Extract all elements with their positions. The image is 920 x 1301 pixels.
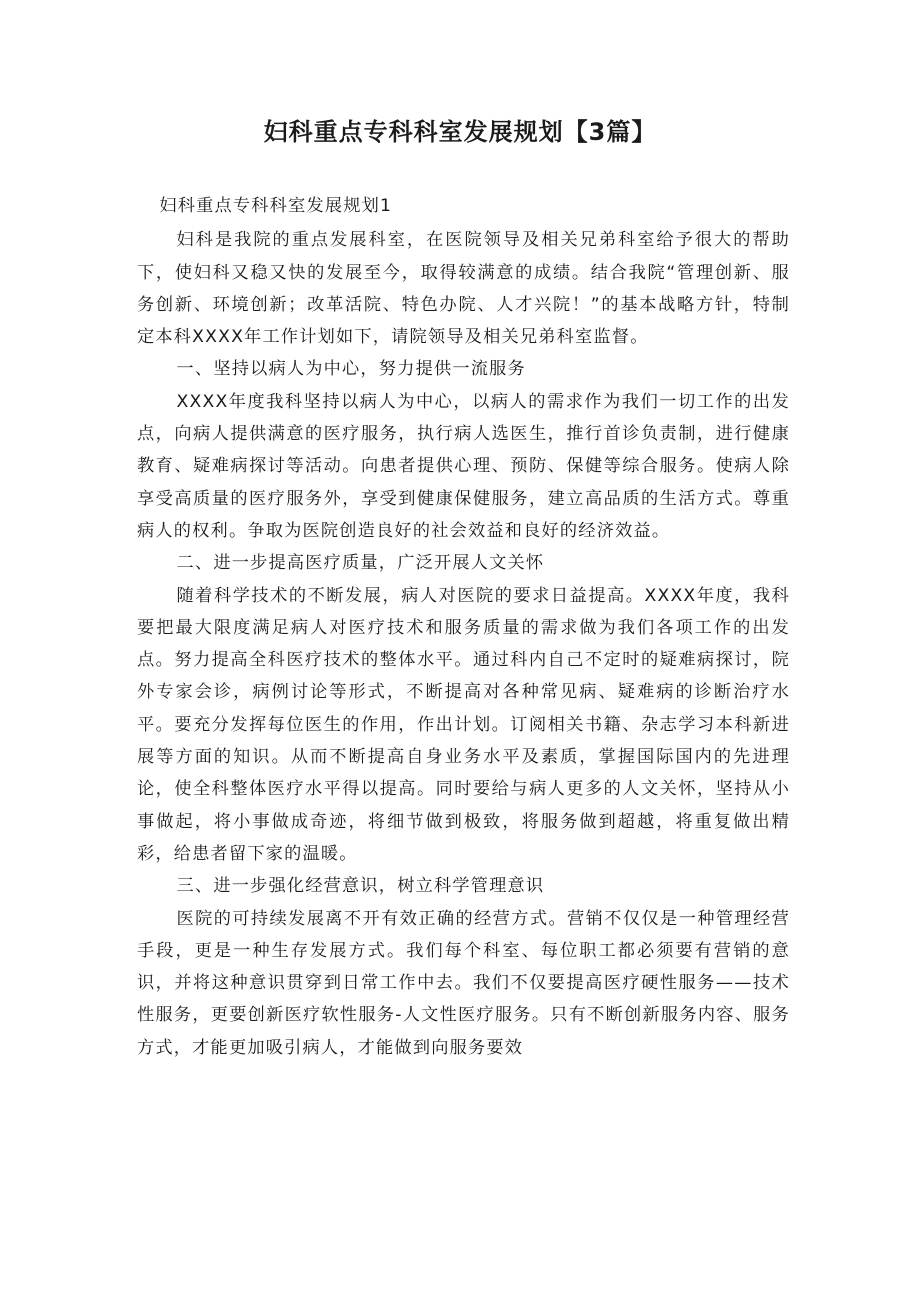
intro-paragraph: 妇科是我院的重点发展科室，在医院领导及相关兄弟科室给予很大的帮助下，使妇科又稳又快的发展至今，取得较满意的成绩。结合我院“管理创新、服务创新、环境创新；改革活院、特色办院、人才兴院！”的基本战略方针，特制定本科XXXX年工作计划如下，请院领导及相关兄弟科室监督。 [137,230,790,348]
document-body [137,190,790,1064]
document-subtitle: 妇科重点专科科室发展规划1 [159,196,393,216]
section-1-paragraph: XXXX年度我科坚持以病人为中心，以病人的需求作为我们一切工作的出发点，向病人提供满意的医疗服务，执行病人选医生，推行首诊负责制，进行健康教育、疑难病探讨等活动。向患者提供心理、预防、保健等综合服务。使病人除享受高质量的医疗服务外，享受到健康保健服务，建立高品质的生活方式。尊重病人的权利。争取为医院创造良好的社会效益和良好的经济效益。 [137,391,790,541]
section-2-paragraph: 随着科学技术的不断发展，病人对医院的要求日益提高。XXXX年度，我科要把最大限度满足病人对医疗技术和服务质量的需求做为我们各项工作的出发点。努力提高全科医疗技术的整体水平。通过科内自己不定时的疑难病探讨，院外专家会诊，病例讨论等形式，不断提高对各种常见病、疑难病的诊断治疗水平。要充分发挥每位医生的作用，作出计划。订阅相关书籍、杂志学习本科新进展等方面的知识。从而不断提高自身业务水平及素质，掌握国际国内的先进理论，使全科整体医疗水平得以提高。同时要给与病人更多的人文关怀，坚持从小事做起，将小事做成奇迹，将细节做到极致，将服务做到超越，将重复做出精彩，给患者留下家的温暖。 [137,585,790,864]
document-title: 妇科重点专科科室发展规划【3篇】 [263,118,657,146]
section-2-heading: 二、进一步提高医疗质量，广泛开展人文关怀 [176,553,545,574]
section-3-heading: 三、进一步强化经营意识，树立科学管理意识 [176,876,545,897]
section-1-heading: 一、坚持以病人为中心，努力提供一流服务 [176,359,526,380]
section-3-paragraph: 医院的可持续发展离不开有效正确的经营方式。营销不仅仅是一种管理经营手段，更是一种生存发展方式。我们每个科室、每位职工都必须要有营销的意识，并将这种意识贯穿到日常工作中去。我们不仅要提高医疗硬性服务——技术性服务，更要创新医疗软性服务-人文性医疗服务。只有不断创新服务内容、服务方式，才能更加吸引病人，才能做到向服务要效 [137,908,790,1058]
